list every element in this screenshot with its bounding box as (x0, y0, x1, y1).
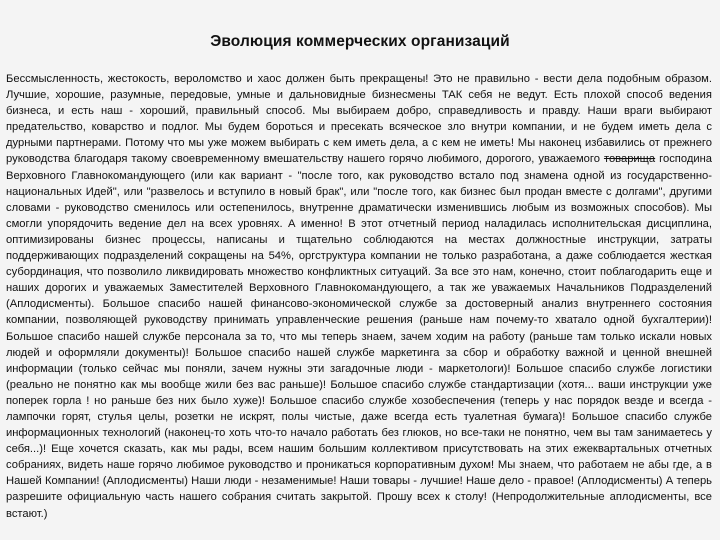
slide-body-text (6, 71, 712, 522)
body-text-part-1: Бессмысленность, жестокость, вероломство и хаос должен быть прекращены! Это не правильно - вести дела подобным образом. Лучшие, хорошие, разумные, передовые, умные и дальновидные бизнесмены ТАК себя не ведут. Есть плохой способ ведения бизнеса, и есть наш - хороший, правильный способ. Мы выбираем добро, справедливость и правду. Наши враги выбирают предательство, коварство и подлог. Мы будем бороться и пресекать всяческое зло внутри компании, и не будем иметь дела с дурными партнерами. Потому что мы уже можем выбирать с кем иметь дела, а с кем не иметь! Мы наконец избавились от прежнего руководства благодаря такому своевременному вмешательству нашего горячо любимого, дорогого, уважаемого (6, 73, 712, 166)
slide-title: Эволюция коммерческих организаций (210, 33, 510, 50)
body-text-part-2: господина Верховного Главнокомандующего (или как вариант - "после того, как руководство встало под знамена одной из государственно-национальных Идей", или "развелось и вступило в новый брак", или "после того, как бизнес был продан вместе с долгами", другими словами - руководство сменилось или остепенилось, внутренне драматически изменившись любым из возможных способов). Мы смогли упорядочить ведение дел на всех уровнях. А именно! В этот отчетный период наладилась исполнительская дисциплина, оптимизированы бизнес процессы, написаны и тщательно соблюдаются на местах должностные инструкции, затраты поддерживающих подразделений сокращены на 54%, оргструктура компании не только разработана, а даже соблюдается жесткая субординация, что позволило ликвидировать множество конфликтных ситуаций. За все это нам, конечно, стоит поблагодарить еще и наших дорогих и уважаемых Заместителей Верховного Главнокомандующего, а так же уважаемых Начальников Подразделений (Аплодисменты). Большое спасибо нашей финансово-экономической службе за достоверный анализ внутреннего состояния компании, позволяющей руководству принимать управленческие решения (раньше нам почему-то хватало одной бухгалтерии)! Большое спасибо нашей службе персонала за то, что мы теперь знаем, зачем ходим на работу (раньше там только искали новых людей и оформляли документы)! Большое спасибо нашей службе маркетинга за сбор и обработку важной и ценной внешней информации (только сейчас мы поняли, зачем нужны эти загадочные люди - маркетологи)! Большое спасибо службе логистики (реально не понятно как мы вообще жили без вас раньше)! Большое спасибо службе стандартизации (хотя... ваши инструкции уже поперек горла ! но раньше без них было хуже)! Большое спасибо службе хозобеспечения (теперь у нас порядок везде и всегда - лампочки горят, стулья целы, розетки не искрят, полы чистые, даже всегда есть туалетная бумага)! Большое спасибо службе информационных технологий (наконец-то хоть что-то начало работать без глюков, но все-таки не понятно, чем вы там занимаетесь у себя...)! Еще хочется сказать, как мы рады, всем нашим большим коллективом присутствовать на этих ежеквартальных отчетных собраниях, видеть наше горячо любимое руководство и проникаться корпоративным духом! Мы знаем, что работаем не абы где, а в Нашей Компании! (Аплодисменты) Наши люди - незаменимые! Наши товары - лучшие! Наше дело - правое! (Аплодисменты) А теперь разрешите официальную часть нашего собрания считать закрытой. Прошу всех к столу! (Непродолжительные аплодисменты, все встают.) (6, 153, 712, 520)
struck-word: товарища (603, 153, 656, 166)
